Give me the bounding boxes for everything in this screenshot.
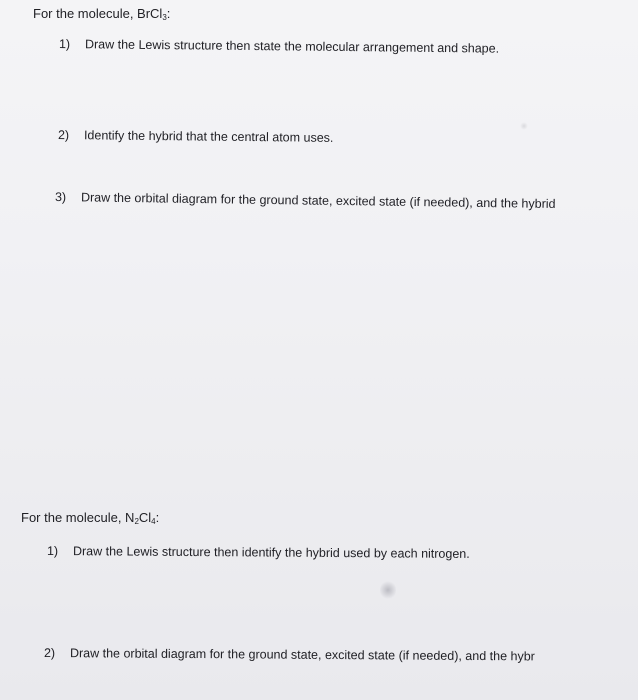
section2-question-2 [44,645,535,664]
section1-heading-colon: : [166,6,171,21]
section1-heading-subscript: 3 [162,13,167,22]
paper-speck [520,122,528,130]
question-text: Draw the Lewis structure then identify the hybrid used by each nitrogen. [72,544,470,561]
question-number: 2) [57,128,70,143]
section2-heading-subscript-2: 4 [151,517,156,526]
question-text: Draw the orbital diagram for the ground state, excited state (if needed), and the hybrid [80,190,556,211]
section1-question-3 [55,189,556,212]
section1-heading-text: For the molecule, BrCl [33,6,163,21]
section2-heading-colon: : [155,510,160,525]
question-text: Identify the hybrid that the central atom uses. [83,128,334,145]
section2-heading [21,510,159,526]
question-text: Draw the orbital diagram for the ground state, excited state (if needed), and the hybr [69,646,535,664]
section1-question-2 [58,127,334,146]
section2-heading-subscript-1: 2 [134,517,139,526]
section2-heading-text-mid: Cl [138,510,152,525]
question-number: 3) [54,190,67,205]
question-number: 1) [46,544,59,559]
question-number: 2) [43,646,56,661]
paper-smudge [380,580,396,600]
section1-question-1 [59,36,499,57]
section2-question-1 [47,543,470,562]
section2-heading-text: For the molecule, N [21,510,135,525]
question-number: 1) [58,37,71,52]
section1-heading [33,6,170,22]
question-text: Draw the Lewis structure then state the molecular arrangement and shape. [84,37,500,56]
